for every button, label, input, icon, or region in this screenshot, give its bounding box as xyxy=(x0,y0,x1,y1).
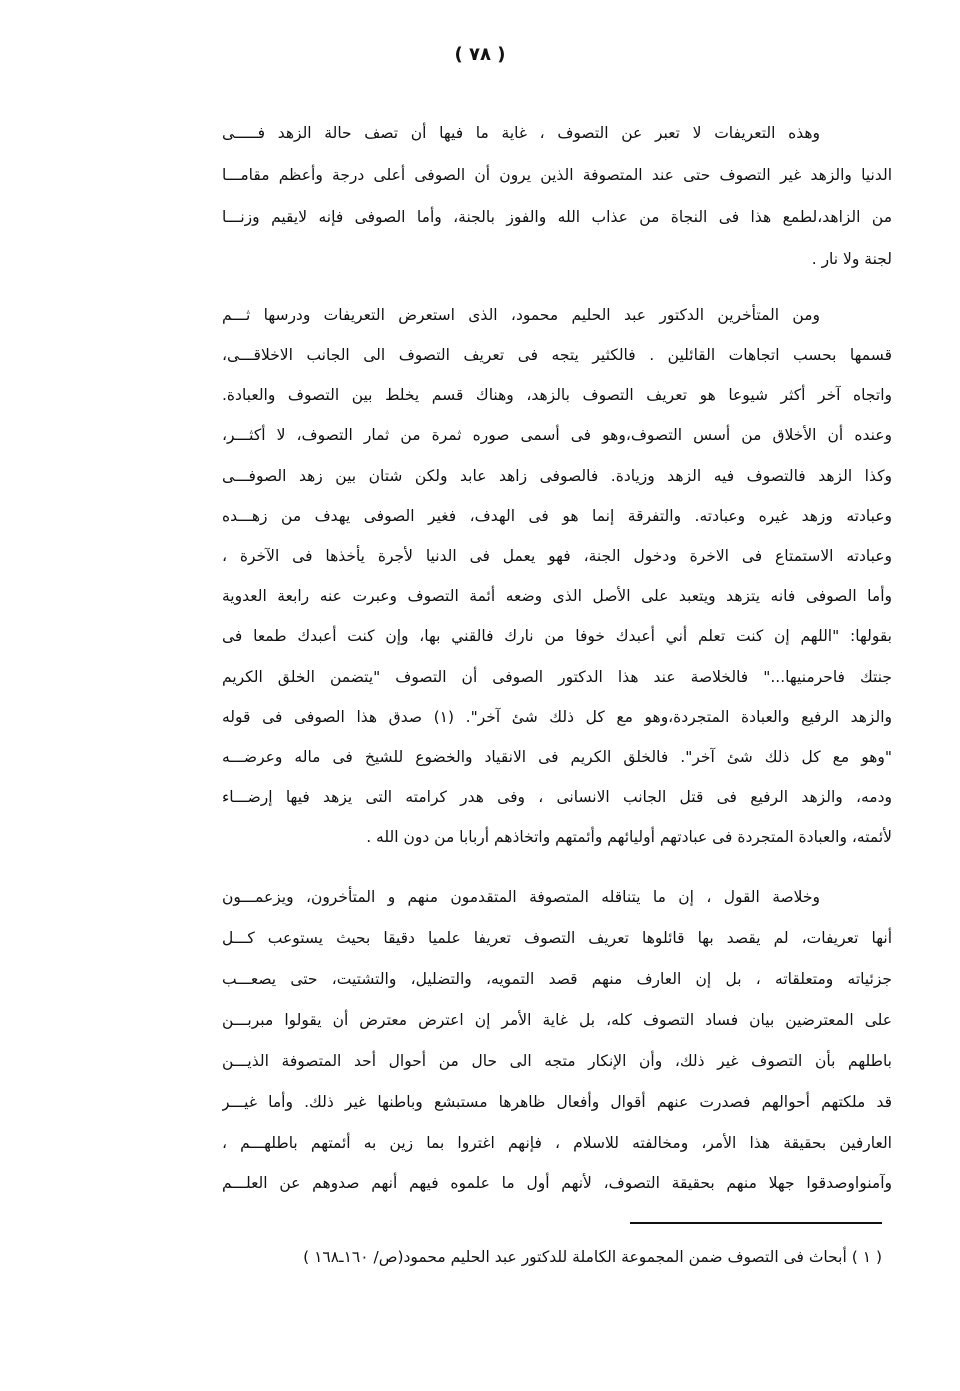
text-line: على المعترضين بيان فساد التصوف كله، بل غاية الأمر إن اعترض معترض أن يقولوا مبربـــن xyxy=(222,1011,892,1029)
footnote: ( ١ ) أبحاث فى التصوف ضمن المجموعة الكاملة للدكتور عبد الحليم محمود(ص/ ١٦٠ـ١٦٨ ) xyxy=(303,1248,882,1266)
text-line: وعنده أن الأخلاق من أسس التصوف،وهو فى أسمى صوره ثمرة من ثمار التصوف، لا أكثـــر، xyxy=(222,426,892,444)
paragraph-2 xyxy=(222,300,892,860)
text-line: لأئمته، والعبادة المتجردة فى عبادتهم أوليائهم وأئمتهم واتخاذهم أربابا من دون الله . xyxy=(366,828,892,846)
text-line: بقولها: "اللهم إن كنت تعلم أني أعبدك خوفا من نارك فالقني بها، وإن كنت أعبدك طمعا فى xyxy=(222,627,892,645)
text-line: باطلهم بأن التصوف غير ذلك، وأن الإنكار متجه الى حال من أحوال أحد المتصوفة الذيـــن xyxy=(222,1052,892,1070)
text-line: قد ملكتهم أحوالهم فصدرت عنهم أقوال وأفعال ظاهرها مستبشع وباطنها غير ذلك. وأما غيـــر xyxy=(222,1093,892,1111)
text-line: لجنة ولا نار . xyxy=(811,250,892,268)
text-line: وخلاصة القول ، إن ما يتناقله المتصوفة المتقدمون منهم و المتأخرون، ويزعمـــون xyxy=(222,888,820,906)
text-line: وعبادته الاستمتاع فى الاخرة ودخول الجنة، فهو يعمل فى الدنيا لأجرة يأخذها فى الآخرة ، xyxy=(222,547,892,565)
text-line: وعبادته وزهد غيره وعبادته. والتفرقة إنما هو فى الهدف، فغير الصوفى يهدف من زهـــده xyxy=(222,507,892,525)
text-line: وآمنواوصدقوا جهلا منهم بحقيقة التصوف، لأنهم أول ما علموه فيهم أنهم صدوهم عن العلـــم xyxy=(222,1174,892,1192)
text-line: ومن المتأخرين الدكتور عبد الحليم محمود، الذى استعرض التعريفات ودرسها ثـــم xyxy=(222,306,820,324)
page-number: ( ٧٨ ) xyxy=(454,44,506,65)
text-line: واتجاه آخر أكثر شيوعا هو تعريف التصوف بالزهد، وهناك قسم يخلط بين التصوف والعبادة. xyxy=(222,386,892,404)
text-line: وأما الصوفى فانه يتزهد ويتعبد على الأصل الذى وضعه أئمة التصوف وعبرت عنه رابعة العدوية xyxy=(222,587,892,605)
text-line: وكذا الزهد فالتصوف فيه الزهد وزيادة. فالصوفى زاهد عابد ولكن شتان بين زهد الصوفـــى xyxy=(222,467,892,485)
text-line: وهذه التعريفات لا تعبر عن التصوف ، غاية ما فيها أن تصف حالة الزهد فـــــى xyxy=(222,124,820,142)
text-line: "وهو مع كل ذلك شئ آخر". فالخلق الكريم فى الانقياد والخضوع للشيخ فى ماله وعرضـــه xyxy=(222,748,892,766)
paragraph-1 xyxy=(222,118,892,278)
footnote-divider xyxy=(630,1222,882,1224)
text-line: ودمه، والزهد الرفيع فى قتل الجانب الانسانى ، وفى هدر كرامته التى يزهد فيها إرضـــاء xyxy=(222,788,892,806)
text-line: والزهد الرفيع والعبادة المتجردة،وهو مع كل ذلك شئ آخر". (١) صدق هذا الصوفى فى قوله xyxy=(222,708,892,726)
text-line: جزئياته ومتعلقاته ، بل إن العارف منهم قصد التمويه، والتضليل، والتشتيت، حتى يصعـــب xyxy=(222,970,892,988)
text-line: أنها تعريفات، لم يقصد بها قائلوها تعريف التصوف تعريفا علميا دقيقا بحيث يستوعب كـــل xyxy=(222,929,892,947)
text-line: قسمها بحسب اتجاهات القائلين . فالكثير يتجه فى تعريف التصوف الى الجانب الاخلاقـــى، xyxy=(222,346,892,364)
text-line: من الزاهد،لطمع هذا فى النجاة من عذاب الله والفوز بالجنة، وأما الصوفى فإنه لايقيم وزنـــا xyxy=(222,208,892,226)
paragraph-3 xyxy=(222,882,892,1202)
text-line: جنتك فاحرمنيها..." فالخلاصة عند هذا الدكتور الصوفى أن التصوف "يتضمن الخلق الكريم xyxy=(222,668,892,686)
text-line: الدنيا والزهد غير التصوف حتى عند المتصوفة الذين يرون أن الصوفى أعلى درجة وأعظم مقامـــا xyxy=(222,166,892,184)
text-line: العارفين بحقيقة هذا الأمر، ومخالفته للاسلام ، فإنهم اغتروا بما زين به أئمتهم باطلهـــم ، xyxy=(222,1134,892,1152)
